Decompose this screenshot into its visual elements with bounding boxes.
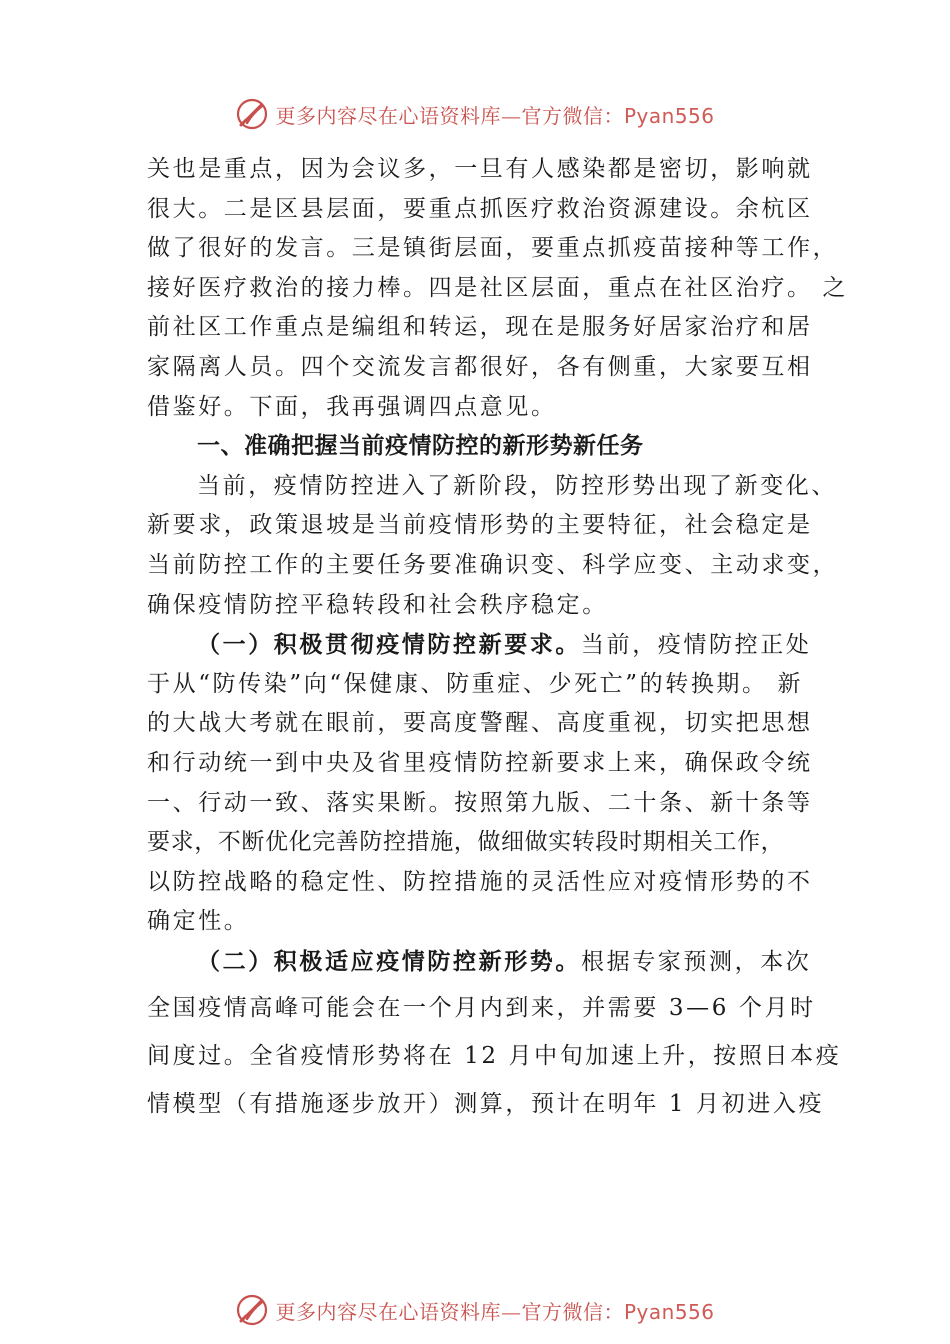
paragraph-line: 间度过。全省疫情形势将在 12 月中旬加速上升，按照日本疫	[147, 1043, 842, 1070]
paragraph-line: 一、行动一致、落实果断。按照第九版、二十条、新十条等	[147, 789, 813, 816]
watermark-footer	[0, 1290, 950, 1330]
subsection-text: 根据专家预测，本次	[581, 948, 812, 975]
paragraph-line: 全国疫情高峰可能会在一个月内到来，并需要 3—6 个月时	[147, 995, 816, 1022]
quill-logo-icon	[235, 1293, 269, 1327]
subsection-line	[147, 942, 827, 982]
paragraph-line: 接好医疗救治的接力棒。四是社区层面，重点在社区治疗。 之	[147, 274, 849, 301]
paragraph-line: 关也是重点，因为会议多，一旦有人感染都是密切，影响就	[147, 156, 813, 182]
subsection-title: （二）积极适应疫情防控新形势。	[197, 947, 581, 975]
paragraph-line: 确定性。	[147, 908, 250, 935]
paragraph-line: 的大战大考就在眼前，要高度警醒、高度重视，切实把思想	[147, 710, 813, 737]
watermark-text: 更多内容尽在心语资料库—官方微信：Pyan556	[275, 103, 715, 128]
paragraph-line: 很大。二是区县层面，要重点抓医疗救治资源建设。余杭区	[147, 195, 813, 222]
paragraph-line: 要求，不断优化完善防控措施，做细做实转段时期相关工作，	[147, 829, 785, 856]
paragraph-line: 于从“防传染”向“保健康、防重症、少死亡”的转换期。 新	[147, 670, 804, 697]
paragraph-line: 借鉴好。下面，我再强调四点意见。	[147, 393, 557, 420]
paragraph-line: 确保疫情防控平稳转段和社会秩序稳定。	[147, 591, 608, 618]
paragraph-line: 前社区工作重点是编组和转运，现在是服务好居家治疗和居	[147, 314, 813, 341]
paragraph-line: 以防控战略的稳定性、防控措施的灵活性应对疫情形势的不	[147, 868, 813, 895]
watermark-text: 更多内容尽在心语资料库—官方微信：Pyan556	[275, 1299, 715, 1324]
document-body	[147, 150, 849, 1124]
subsection-title: （一）积极贯彻疫情防控新要求。	[197, 631, 581, 659]
subsection-line	[147, 625, 827, 665]
paragraph-line: 做了很好的发言。三是镇街层面，要重点抓疫苗接种等工作，	[147, 235, 839, 262]
section-heading: 一、准确把握当前疫情防控的新形势新任务	[197, 433, 644, 460]
paragraph-line: 情模型（有措施逐步放开）测算，预计在明年 1 月初进入疫	[147, 1090, 825, 1117]
paragraph-line: 当前，疫情防控进入了新阶段，防控形势出现了新变化、	[197, 472, 837, 499]
quill-logo-icon	[235, 97, 269, 131]
paragraph-line: 和行动统一到中央及省里疫情防控新要求上来，确保政令统	[147, 749, 813, 776]
subsection-text: 当前，疫情防控正处	[581, 632, 812, 659]
paragraph-line: 当前防控工作的主要任务要准确识变、科学应变、主动求变，	[147, 551, 839, 578]
watermark-header	[0, 94, 950, 134]
paragraph-line: 家隔离人员。四个交流发言都很好，各有侧重，大家要互相	[147, 353, 813, 380]
paragraph-line: 新要求，政策退坡是当前疫情形势的主要特征，社会稳定是	[147, 512, 813, 539]
